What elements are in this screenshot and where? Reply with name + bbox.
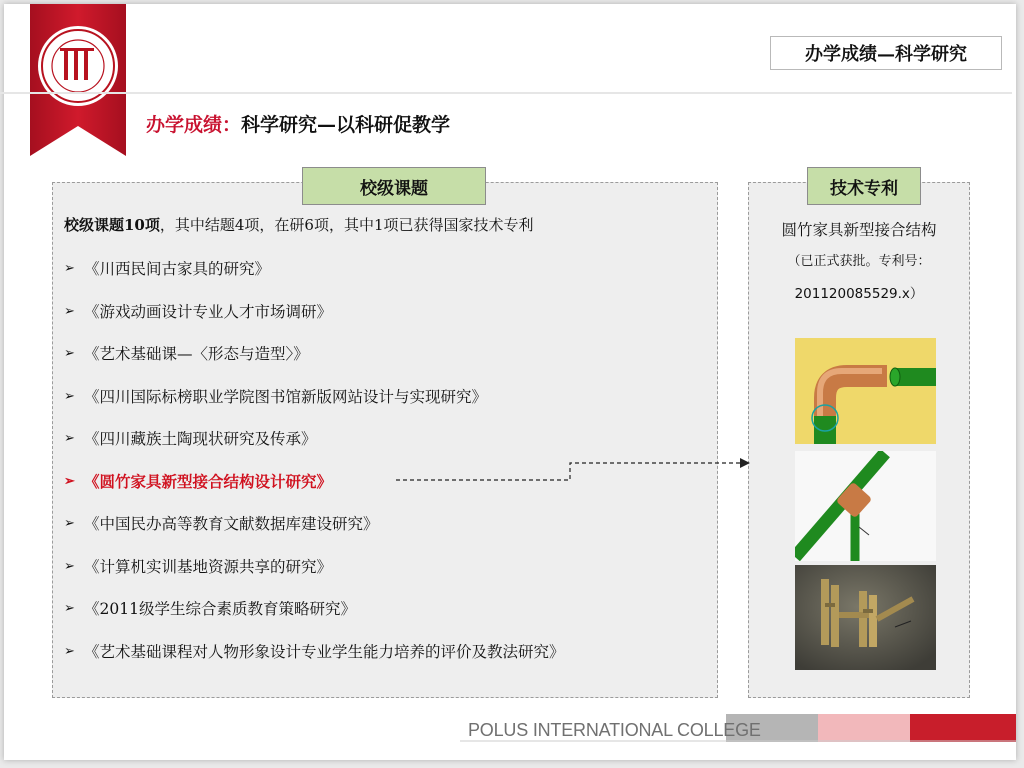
project-title: 《艺术基础课程对人物形象设计专业学生能力培养的评价及教法研究》	[84, 642, 565, 661]
project-list	[64, 258, 565, 683]
patent-number: 201120085529.x）	[794, 286, 924, 302]
project-title: 《计算机实训基地资源共享的研究》	[84, 557, 333, 576]
list-item	[64, 386, 565, 429]
college-seal-logo	[30, 4, 126, 156]
patent-note: （已正式获批。专利号：	[787, 254, 931, 269]
project-title: 《四川国际标榜职业学院图书馆新版网站设计与实现研究》	[84, 387, 488, 406]
page-title	[146, 110, 450, 137]
arrow-right-icon: ➢	[64, 516, 75, 531]
list-item	[64, 641, 565, 684]
arrow-right-icon: ➢	[64, 346, 75, 361]
project-title: 《圆竹家具新型接合结构设计研究》	[84, 471, 333, 491]
arrow-right-icon: ➢	[64, 558, 75, 574]
page-title-prefix: 办学成绩：	[146, 114, 242, 136]
arrow-right-icon: ➢	[64, 473, 75, 489]
list-item	[64, 258, 565, 301]
project-title: 《游戏动画设计专业人才市场调研》	[84, 302, 333, 321]
patent-photo-structure	[795, 565, 936, 670]
arrow-right-icon: ➢	[64, 261, 75, 276]
summary-bold: 校级课题10项	[64, 216, 160, 234]
list-item	[64, 513, 565, 556]
section-tab: 办学成绩—科学研究	[770, 36, 1002, 70]
project-title: 《艺术基础课—〈形态与造型〉》	[84, 345, 309, 363]
summary-rest: ，其中结题4项，在研6项，其中1项已获得国家技术专利	[159, 216, 534, 234]
patent-title: 圆竹家具新型接合结构	[781, 221, 937, 239]
list-item	[64, 301, 565, 344]
arrow-right-icon: ➢	[64, 388, 75, 404]
project-title: 《2011级学生综合素质教育策略研究》	[84, 600, 356, 618]
project-title: 《川西民间古家具的研究》	[84, 260, 271, 278]
patent-photo-joint	[795, 451, 936, 561]
arrow-right-icon: ➢	[64, 303, 75, 319]
project-title: 《中国民办高等教育文献数据库建设研究》	[84, 515, 379, 533]
list-item	[64, 428, 565, 471]
list-item	[64, 343, 565, 386]
arrow-right-icon: ➢	[64, 431, 75, 446]
list-item-highlighted	[64, 471, 565, 514]
college-name: POLUS INTERNATIONAL COLLEGE	[468, 720, 761, 740]
arrow-right-icon: ➢	[64, 643, 75, 659]
school-projects-tag: 校级课题	[302, 167, 486, 205]
projects-summary	[64, 214, 534, 235]
project-title: 《四川藏族土陶现状研究及传承》	[84, 430, 317, 448]
arrow-right-icon: ➢	[64, 601, 75, 616]
header-divider	[0, 92, 1012, 94]
college-badge	[30, 4, 126, 156]
patent-tag: 技术专利	[807, 167, 921, 205]
page-title-main: 科学研究—以科研促教学	[241, 114, 451, 136]
list-item	[64, 556, 565, 599]
patent-photo-elbow	[795, 338, 936, 444]
list-item	[64, 598, 565, 641]
